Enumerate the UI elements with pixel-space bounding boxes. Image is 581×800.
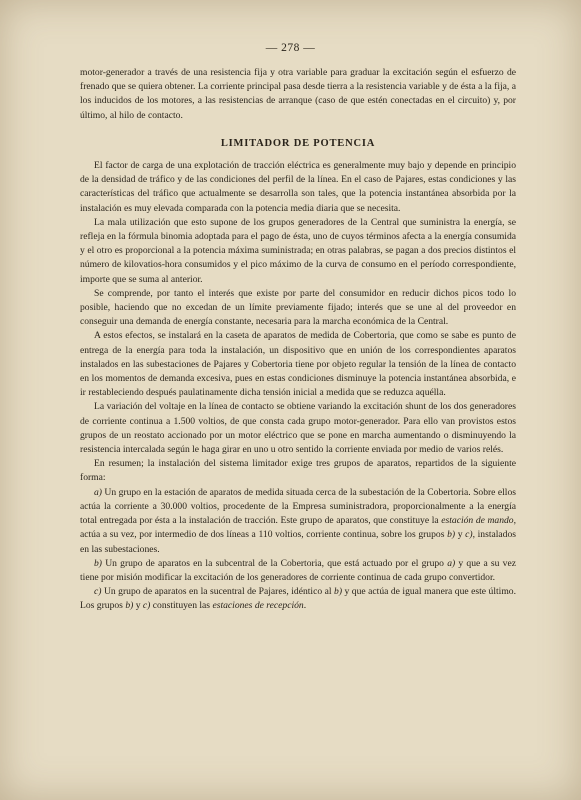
emphasis: estaciones de recepción [212,600,304,612]
intro-paragraph: motor-generador a través de una resistencia fija y otra variable para graduar la excitación según el esfuerzo de frenado que se quiera obtener. La corriente principal pasa desde tierra a la resistencia variable y de ésta a la fija, a los inducidos de los motores, a las resistencias de arranque (caso de que estén conectadas en el circuito) y, por último, al hilo de contacto. [80,67,516,121]
paragraph: En resumen; la instalación del sistema limitador exige tres grupos de aparatos, repartidos de la siguiente forma: [80,458,516,484]
emphasis: a) [447,557,456,569]
section-heading: LIMITADOR DE POTENCIA [220,137,376,149]
emphasis: c) [465,529,473,541]
item-marker: b) [94,557,102,569]
item-marker: a) [94,486,102,498]
item-marker: c) [94,586,102,598]
list-item-a: a) Un grupo en la estación de aparatos de medida situada cerca de la subestación de la Cobertoria. Sobre ellos actúa la corriente a 30.000 voltios, procedente de la Empresa suministradora, proporcionalmente a la energía total entregada por ésta a la instalación de tracción. Este grupo de aparatos, que constituye la estación de mando, actúa a su vez, por intermedio de dos líneas a 110 voltios, corriente continua, sobre los grupos b) y c), instalados en las subestaciones. [80,486,517,555]
paragraph: A estos efectos, se instalará en la caseta de aparatos de medida de Cobertoria, que como se sabe es punto de entrega de la energía para toda la instalación, un dispositivo que en unión de los correspondientes aparatos instalados en las subestaciones de Pajares y Cobertoria tiene por objeto regular la tensión de la línea de contacto en los momentos de demanda excesiva, pues en estas condiciones disminuye la potencia instantánea absorbida, e ir restableciendo después paulatinamente dicha tensión inicial a medida que se reduzca aquélla. [80,330,516,399]
paragraph: El factor de carga de una explotación de tracción eléctrica es generalmente muy bajo y depende en principio de la densidad de tráfico y de las condiciones del perfil de la línea. En el caso de Pajares, estas condiciones y las características del tráfico que actualmente se desarrolla son tales, que la potencia instantánea absorbida por la instalación es muy elevada comparada con la potencia media diaria que se necesita. [80,160,516,214]
list-item-b: b) Un grupo de aparatos en la subcentral de la Cobertoria, que está actuado por el grupo a) y que a su vez tiene por misión modificar la excitación de los generadores de corriente continua de cada grupo convertidor. [80,557,516,583]
emphasis: b) [125,600,134,612]
page-body [80,66,516,614]
emphasis: c) [142,600,151,612]
paragraph: Se comprende, por tanto el interés que existe por parte del consumidor en reducir dichos picos todo lo posible, haciendo que no excedan de un límite previamente fijado; interés que se une al del proveedor en conseguir una demanda de energía constante, necesaria para la marcha económica de la Central. [80,287,516,328]
emphasis: estación de mando [441,515,514,527]
paragraph: La variación del voltaje en la línea de contacto se obtiene variando la excitación shunt de los dos generadores de corriente continua a 1.500 voltios, de que consta cada grupo motor-generador. Para ello van provistos estos grupos de un reostato accionado por un motor eléctrico que se pone en marcha aumentando o disminuyendo la resistencia intercalada según le haga girar en uno u otro sentido la corriente enviada por medio de varios relés. [80,401,516,456]
page-number: — 278 — [265,42,316,54]
paragraph: La mala utilización que esto supone de los grupos generadores de la Central que suministra la energía, se refleja en la fórmula binomia adoptada para el pago de ésta, uno de cuyos términos afecta a la energía consumida y el otro es proporcional a la potencia máxima suministrada; en otras palabras, se pagan a dos precios distintos el número de kilovatios-hora consumidos y el pico máximo de la curva de consumo en el período correspondiente, importe que se suma al anterior. [80,216,516,285]
list-item-c: c) Un grupo de aparatos en la sucentral de Pajares, idéntico al b) y que actúa de igual manera que este último. Los grupos b) y c) constituyen las estaciones de recepción. [80,586,516,612]
emphasis: b) [334,586,343,598]
emphasis: b) [447,529,456,541]
